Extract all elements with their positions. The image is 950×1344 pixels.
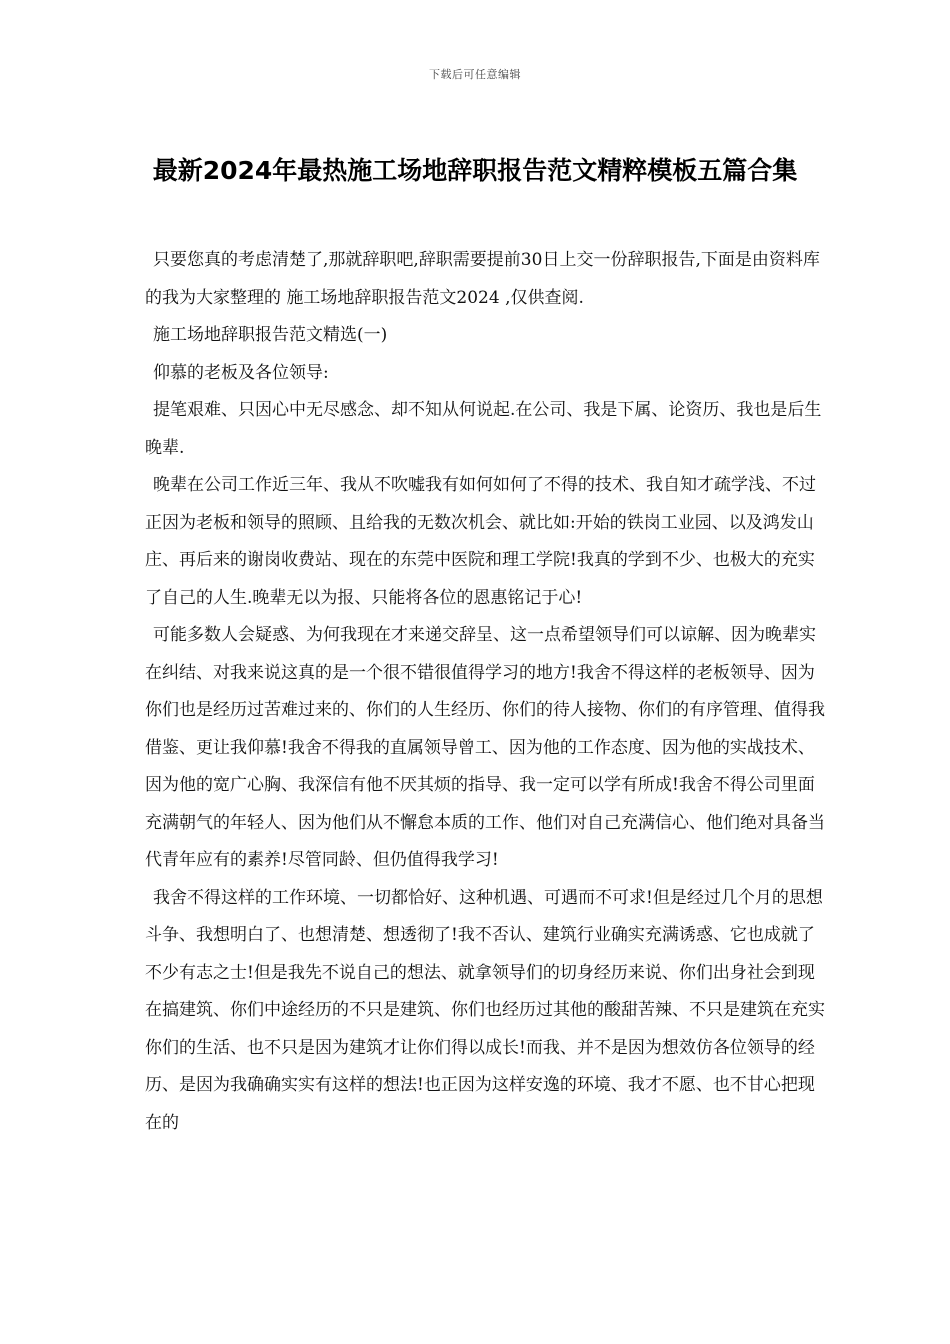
- paragraph-body: 我舍不得这样的工作环境、一切都恰好、这种机遇、可遇而不可求!但是经过几个月的思想斗争、我想明白了、也想清楚、想透彻了!我不否认、建筑行业确实充满诱惑、它也成就了不少有志之士!但是我先不说自己的想法、就拿领导们的切身经历来说、你们出身社会到现在搞建筑、你们中途经历的不只是建筑、你们也经历过其他的酸甜苦辣、不只是建筑在充实你们的生活、也不只是因为建筑才让你们得以成长!而我、并不是因为想效仿各位领导的经历、是因为我确确实实有这样的想法!也正因为这样安逸的环境、我才不愿、也不甘心把现在的: [145, 887, 825, 1133]
- paragraph-section-heading: 施工场地辞职报告范文精选(一): [153, 325, 388, 345]
- document-title: 最新2024年最热施工场地辞职报告范文精粹模板五篇合集: [152, 156, 798, 185]
- document-body: [145, 242, 825, 1142]
- paragraph-body: 晚辈在公司工作近三年、我从不吹嘘我有如何如何了不得的技术、我自知才疏学浅、不过正因为老板和领导的照顾、且给我的无数次机会、就比如:开始的铁岗工业园、以及鸿发山庄、再后来的谢岗收费站、现在的东莞中医院和理工学院!我真的学到不少、也极大的充实了自己的人生.晚辈无以为报、只能将各位的恩惠铭记于心!: [145, 475, 816, 608]
- paragraph-body: 提笔艰难、只因心中无尽感念、却不知从何说起.在公司、我是下属、论资历、我也是后生晚辈.: [145, 400, 822, 458]
- paragraph-salutation: 仰慕的老板及各位领导:: [153, 362, 329, 383]
- page-header: 下载后可任意编辑: [429, 68, 521, 81]
- paragraph-intro: 只要您真的考虑清楚了,那就辞职吧,辞职需要提前30日上交一份辞职报告,下面是由资料库的我为大家整理的 施工场地辞职报告范文2024 ,仅供查阅.: [145, 250, 820, 308]
- paragraph-body: 可能多数人会疑惑、为何我现在才来递交辞呈、这一点希望领导们可以谅解、因为晚辈实在纠结、对我来说这真的是一个很不错很值得学习的地方!我舍不得这样的老板领导、因为你们也是经历过苦难过来的、你们的人生经历、你们的待人接物、你们的有序管理、值得我借鉴、更让我仰慕!我舍不得我的直属领导曾工、因为他的工作态度、因为他的实战技术、因为他的宽广心胸、我深信有他不厌其烦的指导、我一定可以学有所成!我舍不得公司里面充满朝气的年轻人、因为他们从不懈怠本质的工作、他们对自己充满信心、他们绝对具备当代青年应有的素养!尽管同龄、但仍值得我学习!: [145, 625, 825, 870]
